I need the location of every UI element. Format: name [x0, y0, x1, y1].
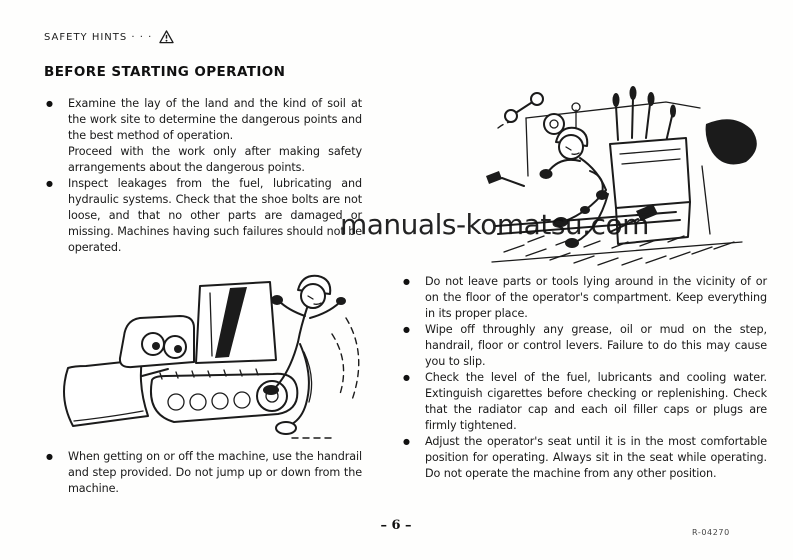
bullet-text [425, 370, 767, 434]
bullet-marker: ● [403, 277, 410, 286]
left-column-bottom [44, 449, 362, 497]
left-column [44, 96, 362, 256]
bullet-text [425, 434, 767, 482]
operator-slipping-illustration [468, 84, 770, 270]
bullet-text [68, 449, 362, 497]
paragraph: Adjust the operator's seat until it is in the most comfortable position for operating. Always sit in the seat while operating. Do not operate the machine from any other position. [425, 435, 767, 480]
bullet-item [401, 322, 767, 370]
bullet-item [401, 434, 767, 482]
page-number: – 6 – [380, 518, 412, 533]
bullet-marker: ● [403, 437, 410, 446]
bullet-marker: ● [46, 99, 53, 108]
bullet-item [44, 449, 362, 497]
paragraph: Wipe off throughly any grease, oil or mud on the step, handrail, floor or control levers. Failure to do this may cause you to slip. [425, 323, 767, 368]
bullet-item [44, 96, 362, 176]
right-column [401, 274, 767, 482]
paragraph: Proceed with the work only after making safety arrangements about the dangerous points. [68, 145, 362, 174]
paragraph: Examine the lay of the land and the kind of soil at the work site to determine the dangerous points and the best method of operation. [68, 97, 362, 142]
doc-code: R-04270 [692, 528, 730, 537]
bullet-item [401, 274, 767, 322]
safety-hints-label: SAFETY HINTS · · · [44, 31, 153, 43]
bullet-text [425, 274, 767, 322]
bullet-marker: ● [46, 452, 53, 461]
paragraph: When getting on or off the machine, use the handrail and step provided. Do not jump up or down from the machine. [68, 450, 362, 495]
bullet-marker: ● [46, 179, 53, 188]
paragraph: Inspect leakages from the fuel, lubricating and hydraulic systems. Check that the shoe bolts are not loose, and that no other parts are damaged or missing. Machines having such failures should not be operated. [68, 177, 362, 254]
bullet-text [425, 322, 767, 370]
bullet-text [68, 96, 362, 176]
paragraph: Check the level of the fuel, lubricants and cooling water. Extinguish cigarettes before checking or replenishing. Check that the radiator cap and each oil filler caps or plugs are firmly tightened. [425, 371, 767, 432]
watermark: manuals-komatsu.com [340, 208, 649, 241]
page-header [44, 30, 174, 44]
warning-triangle-icon [159, 30, 174, 44]
bulldozer-jump-illustration [52, 256, 384, 452]
page-title: BEFORE STARTING OPERATION [44, 64, 286, 80]
bullet-marker: ● [403, 325, 410, 334]
bullet-item [44, 176, 362, 256]
bullet-marker: ● [403, 373, 410, 382]
paragraph: Do not leave parts or tools lying around in the vicinity of or on the floor of the operator's compartment. Keep everything in its proper place. [425, 275, 767, 320]
bullet-item [401, 370, 767, 434]
bullet-text [68, 176, 362, 256]
